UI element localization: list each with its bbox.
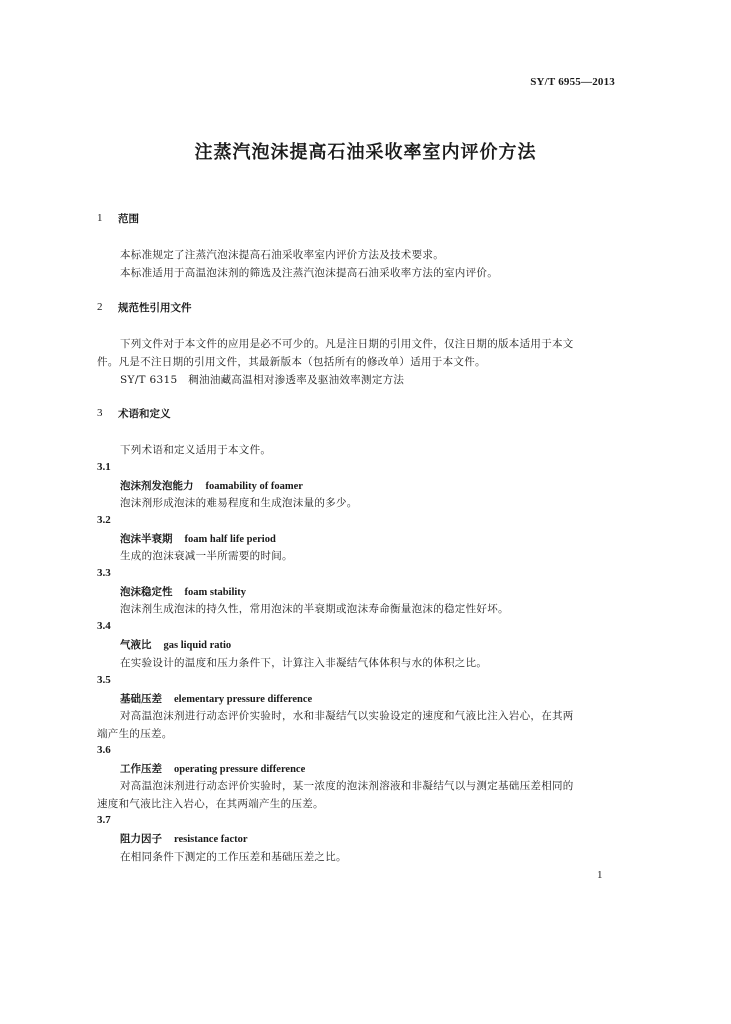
term-3-2-zh: 泡沫半衰期 <box>120 533 173 545</box>
term-3-7-zh: 阻力因子 <box>120 833 162 845</box>
section-3-intro: 下列术语和定义适用于本文件。 <box>120 444 272 456</box>
section-1-line-1: 本标准规定了注蒸汽泡沫提高石油采收率室内评价方法及技术要求。 <box>120 249 444 261</box>
section-2-line-2: 件。凡是不注日期的引用文件，其最新版本（包括所有的修改单）适用于本文件。 <box>97 356 486 368</box>
term-3-5-definition-line-1: 对高温泡沫剂进行动态评价实验时，水和非凝结气以实验设定的速度和气液比注入岩心，在其两 <box>120 710 574 722</box>
term-3-4-number: 3.4 <box>97 620 111 632</box>
term-3-1-en: foamability of foamer <box>205 481 303 492</box>
term-3-1-number: 3.1 <box>97 461 111 473</box>
term-3-6-en: operating pressure difference <box>174 764 306 775</box>
section-2-title: 规范性引用文件 <box>118 302 192 314</box>
term-3-6-definition-line-1: 对高温泡沫剂进行动态评价实验时，某一浓度的泡沫剂溶液和非凝结气以与测定基础压差相同的 <box>120 780 574 792</box>
term-3-7-definition: 在相同条件下测定的工作压差和基础压差之比。 <box>120 851 347 863</box>
term-3-7-heading <box>120 831 248 846</box>
section-2-line-1: 下列文件对于本文件的应用是必不可少的。凡是注日期的引用文件，仅注日期的版本适用于本文 <box>120 338 574 350</box>
term-3-6-heading <box>120 761 305 776</box>
section-3-title: 术语和定义 <box>118 408 171 420</box>
term-3-4-definition: 在实验设计的温度和压力条件下，计算注入非凝结气体体积与水的体积之比。 <box>120 657 488 669</box>
term-3-4-en: gas liquid ratio <box>163 640 232 651</box>
term-3-4-heading <box>120 637 231 652</box>
section-2-reference: SY/T 6315 稠油油藏高温相对渗透率及驱油效率测定方法 <box>120 374 405 386</box>
term-3-5-number: 3.5 <box>97 674 111 686</box>
term-3-6-definition-line-2: 速度和气液比注入岩心，在其两端产生的压差。 <box>97 798 324 810</box>
term-3-7-number: 3.7 <box>97 814 111 826</box>
term-3-1-heading <box>120 478 303 493</box>
term-3-1-zh: 泡沫剂发泡能力 <box>120 480 194 492</box>
term-3-2-en: foam half life period <box>184 534 276 545</box>
term-3-7-en: resistance factor <box>174 834 248 845</box>
term-3-3-heading <box>120 584 246 599</box>
term-3-3-en: foam stability <box>184 587 247 598</box>
standard-code: SY/T 6955—2013 <box>530 76 615 88</box>
term-3-2-heading <box>120 531 276 546</box>
term-3-6-number: 3.6 <box>97 744 111 756</box>
term-3-2-number: 3.2 <box>97 514 111 526</box>
section-1-title: 范围 <box>118 213 139 225</box>
section-2-number: 2 <box>97 301 103 313</box>
term-3-1-definition: 泡沫剂形成泡沫的难易程度和生成泡沫量的多少。 <box>120 497 358 509</box>
term-3-3-zh: 泡沫稳定性 <box>120 586 173 598</box>
term-3-2-definition: 生成的泡沫衰减一半所需要的时间。 <box>120 550 293 562</box>
term-3-3-number: 3.3 <box>97 567 111 579</box>
document-title: 注蒸汽泡沫提高石油采收率室内评价方法 <box>194 142 537 163</box>
term-3-5-zh: 基础压差 <box>120 693 162 705</box>
section-1-number: 1 <box>97 212 103 224</box>
term-3-5-en: elementary pressure difference <box>174 694 313 705</box>
term-3-4-zh: 气液比 <box>120 639 152 651</box>
section-1-line-2: 本标准适用于高温泡沫剂的筛选及注蒸汽泡沫提高石油采收率方法的室内评价。 <box>120 267 498 279</box>
section-3-number: 3 <box>97 407 103 419</box>
term-3-5-heading <box>120 691 312 706</box>
page-number: 1 <box>597 869 603 881</box>
term-3-6-zh: 工作压差 <box>120 763 162 775</box>
term-3-3-definition: 泡沫剂生成泡沫的持久性，常用泡沫的半衰期或泡沫寿命衡量泡沫的稳定性好坏。 <box>120 603 509 615</box>
term-3-5-definition-line-2: 端产生的压差。 <box>97 728 173 740</box>
